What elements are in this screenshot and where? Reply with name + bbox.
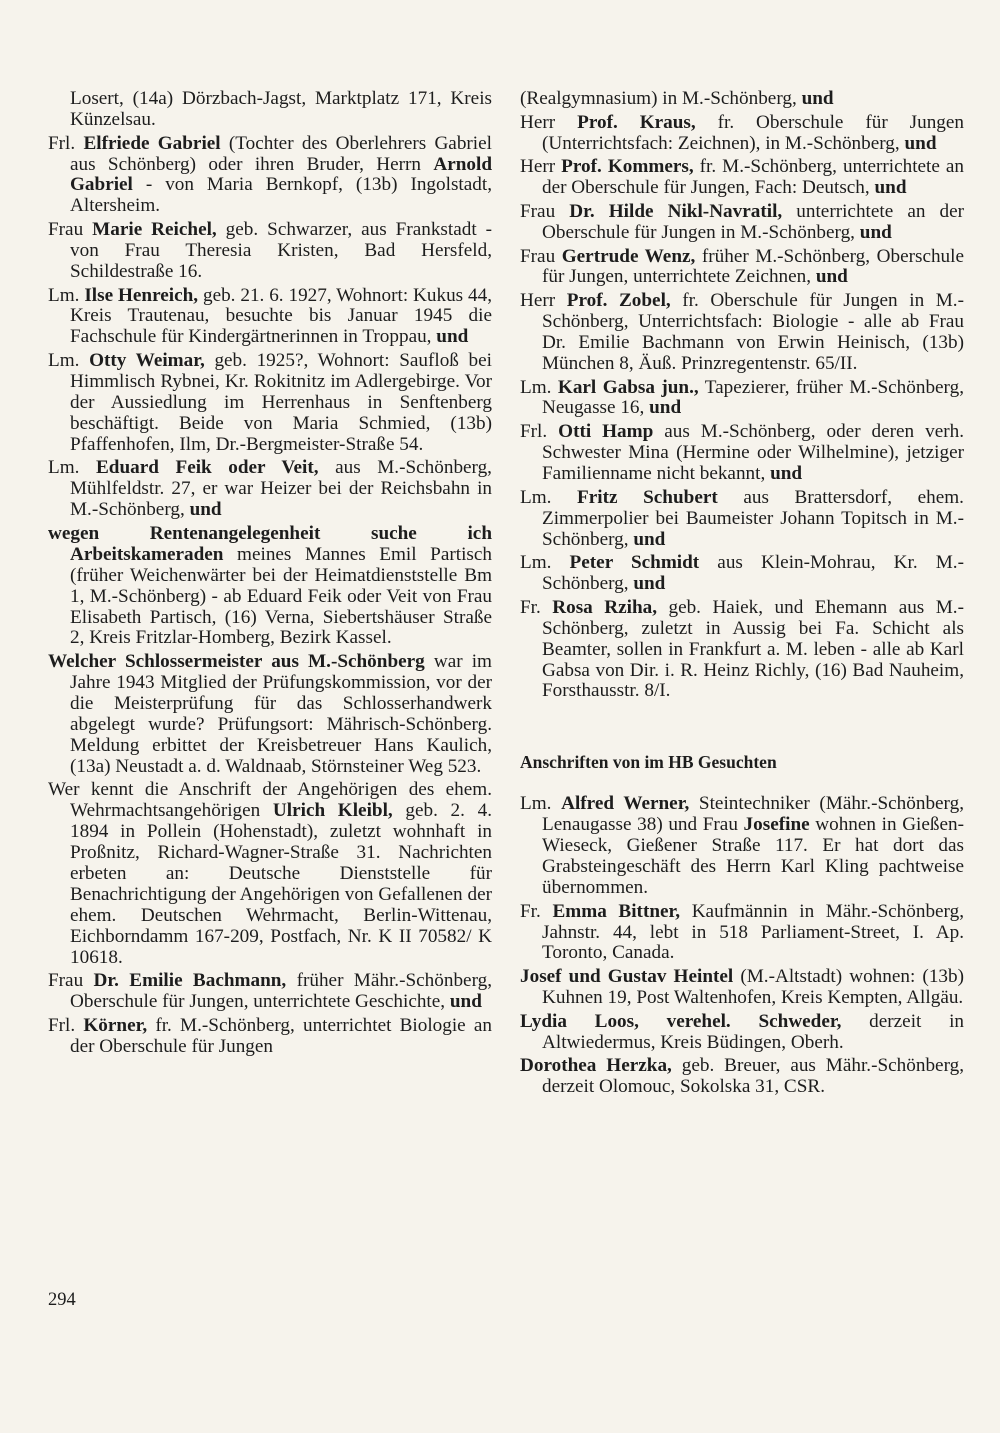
entry-text: Frl. [48,132,84,154]
entry-text: fr. Oberschule für Jungen (Unterrichtsfach: Zeichnen), in M.-Schönberg, [542,111,965,154]
entry-text: Lm. [520,552,570,574]
entry-text: früher M.-Schönberg, Oberschule für Jungen, unterrichtete Zeichnen, [542,245,964,288]
entry-text: (M.-Altstadt) wohnen: (13b) Kuhnen 19, Post Waltenhofen, Kreis Kempten, Allgäu. [542,966,964,1009]
entry [520,202,964,244]
entry-text: meines Mannes Emil Partisch (früher Weichenwärter bei der Heimatdienststelle Bm 1, M.-Schönberg) - ab Eduard Feik oder Veit von Frau Elisabeth Partisch, (16) Verna, Siebertshäuser Straße 2, Kreis Fritzlar-Homberg, Bezirk Kassel. [70,543,492,649]
bold-name: und [436,326,469,348]
right-column [520,89,964,1101]
bold-name: Peter Schmidt [569,552,700,574]
bold-name: Ulrich Kleibl, [272,800,393,822]
bold-name: wegen Rentenangelegenheit suche ich Arbeitskameraden [48,522,492,565]
entry [520,291,964,375]
entry-text: Kaufmännin in Mähr.-Schönberg, Jahnstr. 44, lebt in 518 Parliament-Street, I. Ap. Toronto, Canada. [542,900,964,964]
entry-text: derzeit in Altwiedermus, Kreis Büdingen, Oberh. [542,1010,965,1053]
entry [48,652,492,777]
entry [520,1012,964,1054]
bold-name: Josefine [743,814,810,836]
entry-text: geb. Breuer, aus Mähr.-Schönberg, derzeit Olomouc, Sokolska 31, CSR. [542,1055,965,1098]
bold-name: und [874,177,907,199]
entry [48,134,492,218]
entry [520,422,964,485]
bold-name: Lydia Loos, verehel. Schweder, [520,1010,842,1032]
bold-name: Rosa Rziha, [552,596,658,618]
entry [48,1016,492,1058]
entry [520,794,964,899]
bold-name: und [904,132,937,154]
entry [520,113,964,155]
bold-name: und [859,221,892,243]
entry-text: aus M.-Schönberg, oder deren verh. Schwester Mina (Hermine oder Wilhelmine), jetziger Familienname nicht bekannt, [542,421,964,484]
entry [520,598,964,703]
bold-name: Dorothea Herzka, [520,1055,672,1077]
entry [520,157,964,199]
entry-text: früher Mähr.-Schönberg, Oberschule für Jungen, unterrichtete Geschichte, [70,970,493,1013]
entry [520,553,964,595]
bold-name: und [770,462,803,484]
entry [520,488,964,551]
entry [48,780,492,968]
entry-text: war im Jahre 1943 Mitglied der Prüfungskommission, vor der die Meisterprüfung für das Schlosserhandwerk abgelegt wurde? Prüfungsort: Mährisch-Schönberg. Meldung erbittet der Kreisbetreuer Hans Kaulich, (13a) Neustadt a. d. Waldnaab, Störnsteiner Weg 523. [70,651,492,777]
entry [520,967,964,1009]
bold-name: Alfred Werner, [561,793,690,815]
bold-name: und [633,528,666,550]
page-number: 294 [48,1290,76,1310]
entry [48,220,492,283]
bold-name: Prof. Kraus, [577,111,696,133]
entry [48,971,492,1013]
bold-name: Karl Gabsa jun., [557,376,699,398]
entry-text: Steintechniker (Mähr.-Schönberg, Lenaugasse 38) und Frau [542,793,964,836]
entry-text: geb. Haiek, und Ehemann aus M.-Schönberg, zuletzt in Aussig bei Fa. Schicht als Beamter, sollen in Frankfurt a. M. leben - alle ab Karl Gabsa von Dir. i. R. Heinz Richly, (16) Bad Nauheim, Forsthausstr. 8/I. [542,596,964,702]
entry [48,89,492,131]
bold-name: Josef und Gustav Heintel [520,966,734,988]
bold-name: Fritz Schubert [577,486,718,508]
bold-name: Körner, [83,1014,148,1036]
entry-text: fr. M.-Schönberg, unterrichtete an der Oberschule für Jungen, Fach: Deutsch, [542,156,965,199]
entry [48,351,492,456]
entry [48,524,492,649]
entry [520,89,964,110]
section-heading: Anschriften von im HB Gesuchten [520,752,777,773]
entry-text: Lm. [48,284,85,306]
entry-text: (Tochter des Oberlehrers Gabriel aus Schönberg) oder ihren Bruder, Herrn [70,132,492,175]
entry-text: geb. Schwarzer, aus Frankstadt - von Frau Theresia Kristen, Bad Hersfeld, Schildestraße 16. [70,219,493,282]
bold-name: Arnold Gabriel [70,153,492,196]
entry-text: Fr. [520,596,553,618]
entry-text: Frau [520,200,570,222]
bold-name: Prof. Kommers, [561,156,694,178]
entry-text: Wer kennt die Anschrift der Angehörigen des ehem. Wehrmachtsangehörigen [48,779,492,822]
bold-name: Marie Reichel, [92,219,217,241]
bold-name: und [815,266,848,288]
entry-text: geb. 2. 4. 1894 in Pollein (Hohenstadt), zuletzt wohnhaft in Proßnitz, Richard-Wagner-Straße 31. Nachrichten erbeten an: Deutsche Dienststelle für Benachrichtigung der Angehörigen von Gefallenen der ehem. Deutschen Wehrmacht, Berlin-Wittenau, Eichborndamm 167-209, Postfach, Nr. K II 70582/ K 10618. [70,800,492,968]
entry-text: fr. Oberschule für Jungen in M.-Schönberg, Unterrichtsfach: Biologie - alle ab Frau Dr. Emilie Bachmann von Erwin Heinisch, (13b) München 8, Äuß. Prinzregentenstr. 65/II. [542,290,964,374]
entry [520,378,964,420]
bold-name: und [449,991,482,1013]
entry [48,286,492,349]
entry-text: geb. 21. 6. 1927, Wohnort: Kukus 44, Kreis Trautenau, besuchte bis Januar 1945 die Fachschule für Kindergärtnerinnen in Troppau, [70,284,492,348]
entry-text: wohnen in Gießen-Wieseck, Gießener Straße 117. Er hat dort das Grabsteingeschäft des Herrn Karl Kling pachtweise übernommen. [542,814,964,898]
entry-text: (Realgymnasium) in M.-Schönberg, [520,88,802,109]
entry-text: Herr [520,290,567,312]
entry-text: aus Brattersdorf, ehem. Zimmerpolier bei Baumeister Johann Topitsch in M.-Schönberg, [542,486,964,550]
bold-name: Gertrude Wenz, [561,245,696,267]
entry-text: Frl. [48,1014,84,1036]
entry-text: geb. 1925?, Wohnort: Saufloß bei Himmlisch Rybnei, Kr. Rokitnitz im Adlergebirge. Vor der Aussiedlung im Herrenhaus in Senftenberg beschäftigt. Beide von Maria Schmied, (13b) Pfaffenhofen, Ilm, Dr.-Bergmeister-Straße 54. [70,350,492,455]
bold-name: Prof. Zobel, [566,290,671,312]
bold-name: Dr. Emilie Bachmann, [93,970,287,992]
entry-text: fr. M.-Schönberg, unterrichtet Biologie an der Oberschule für Jungen [70,1014,492,1057]
right-column-top [520,89,964,702]
bold-name: Otty Weimar, [89,350,205,372]
bold-name: und [649,397,682,419]
entry-text: Lm. [520,793,562,815]
bold-name: und [189,499,222,521]
entry [520,902,964,965]
right-column-bottom [520,794,964,1098]
entry-text: unterrichtete an der Oberschule für Jungen in M.-Schönberg, [542,200,965,243]
bold-name: Emma Bittner, [552,900,681,922]
bold-name: Welcher Schlossermeister aus M.-Schönberg [48,651,425,673]
entry-text: aus M.-Schönberg, Mühlfeldstr. 27, er war Heizer bei der Reichsbahn in M.-Schönberg, [70,457,492,521]
entry-text: Lm. [520,376,558,398]
entry-text: - von Maria Bernkopf, (13b) Ingolstadt, Altersheim. [70,174,492,217]
entry [48,458,492,521]
entry-text: Lm. [48,350,90,372]
bold-name: Ilse Henreich, [84,284,199,306]
entry-text: Frau [520,245,562,267]
bold-name: und [633,573,666,595]
entry [520,247,964,289]
entry-text: aus Klein-Mohrau, Kr. M.-Schönberg, [542,552,964,595]
entry-text: Losert, (14a) Dörzbach-Jagst, Marktplatz 171, Kreis Künzelsau. [70,88,492,130]
entry-text: Fr. [520,900,553,922]
entry-text: Herr [520,111,578,133]
bold-name: und [801,88,834,109]
entry-text: Lm. [520,486,578,508]
bold-name: Elfriede Gabriel [83,132,221,154]
left-column [48,89,492,1061]
bold-name: Otti Hamp [558,421,654,443]
bold-name: Eduard Feik oder Veit, [96,457,319,479]
entry-text: Herr [520,156,562,178]
entry-text: Frl. [520,421,559,443]
entry-text: Lm. [48,457,96,479]
bold-name: Dr. Hilde Nikl-Navratil, [569,200,783,222]
entry-text: Tapezierer, früher M.-Schönberg, Neugasse 16, [542,376,964,419]
entry-text: Frau [48,219,93,241]
entry-text: Frau [48,970,94,992]
entry [520,1056,964,1098]
